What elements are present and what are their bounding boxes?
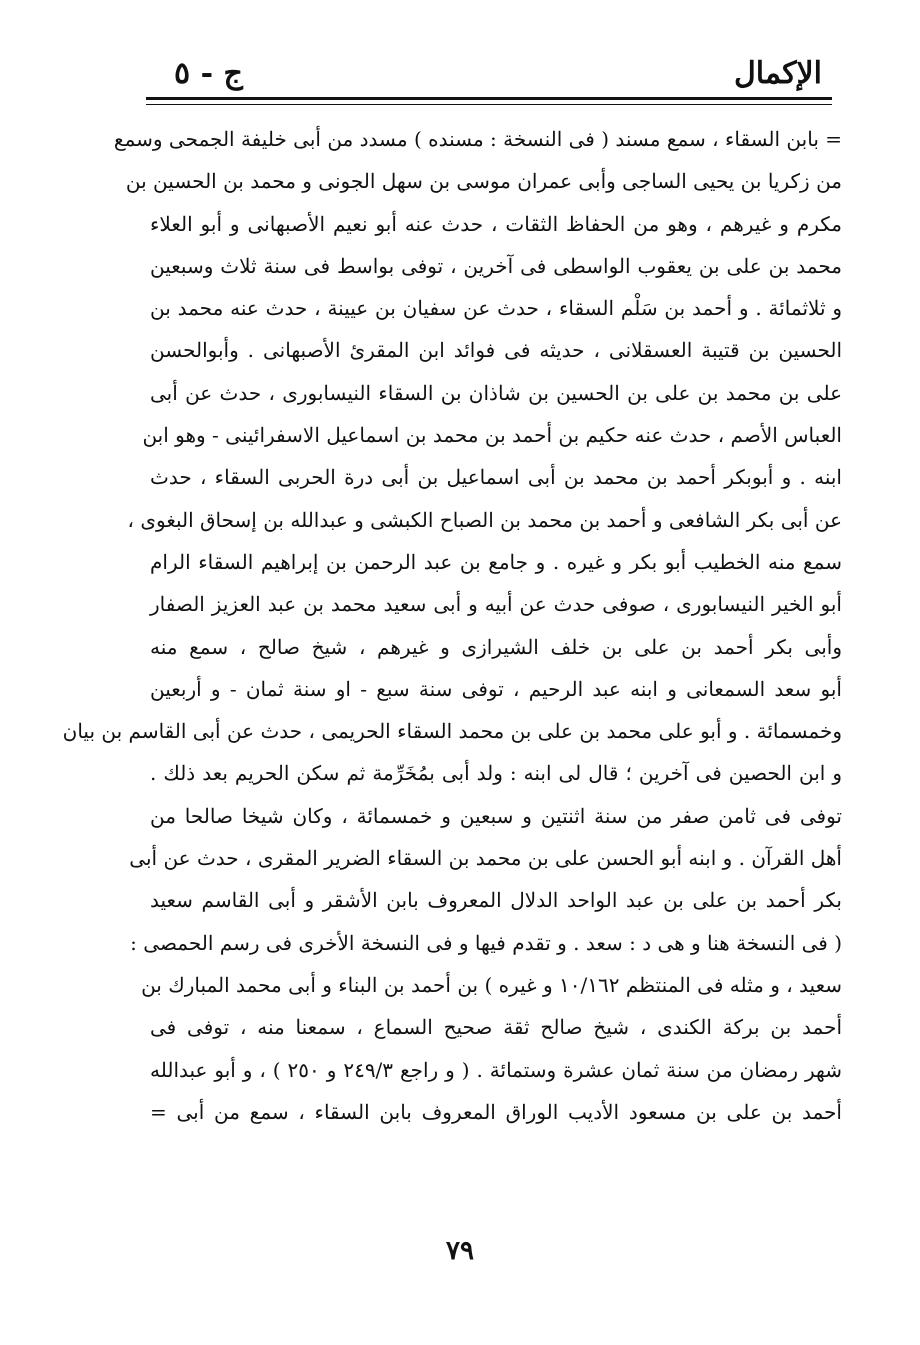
text-line: عن أبى بكر الشافعى و أحمد بن محمد بن الصباح الكبشى و عبدالله بن إسحاق البغوى ، xyxy=(127,507,842,532)
text-line: العباس الأصم ، حدث عنه حكيم بن أحمد بن محمد بن اسماعيل الاسفرائينى - وهو ابن xyxy=(142,423,842,448)
text-line: شهر رمضان من سنة ثمان عشرة وستمائة . ( و راجع ٢٤٩/٣ و ٢٥٠ ) ، و أبو عبدالله xyxy=(150,1057,843,1082)
text-line: بكر أحمد بن على بن عبد الواحد الدلال المعروف بابن الأشقر و أبى القاسم سعيد xyxy=(150,888,842,913)
text-line: على بن محمد بن على بن الحسين بن شاذان بن السقاء النيسابورى ، حدث عن أبى xyxy=(150,380,842,405)
text-line: مكرم و غيرهم ، وهو من الحفاظ الثقات ، حدث عنه أبو نعيم الأصبهانى و أبو العلاء xyxy=(150,211,842,236)
text-line: وأبى بكر أحمد بن على بن خلف الشيرازى و غيرهم ، شيخ صالح ، سمع منه xyxy=(150,634,842,659)
text-line: و ثلاثمائة . و أحمد بن سَلْم السقاء ، حدث عن سفيان بن عيينة ، حدث عنه محمد بن xyxy=(150,296,842,321)
volume-label: ج - ٥ xyxy=(174,56,243,91)
text-line: أبو الخير النيسابورى ، صوفى حدث عن أبيه و أبى سعيد محمد بن عبد العزيز الصفار xyxy=(150,592,842,617)
text-line: = بابن السقاء ، سمع مسند ( فى النسخة : مسنده ) مسدد من أبى خليفة الجمحى وسمع xyxy=(113,127,842,151)
page-number: ٧٩ xyxy=(446,1236,474,1266)
text-line: ابنه . و أبوبكر أحمد بن محمد بن أبى اسماعيل بن أبى درة الحربى السقاء ، حدث xyxy=(150,465,842,490)
body-text xyxy=(62,118,843,1133)
text-line: أحمد بن على بن مسعود الأديب الوراق المعروف بابن السقاء ، سمع من أبى = xyxy=(150,1099,842,1124)
text-line: ( فى النسخة هنا و هى د : سعد . و تقدم فيها و فى النسخة الأخرى فى رسم الحمصى : xyxy=(130,930,842,955)
header-rule xyxy=(146,97,832,100)
text-line: الحسين بن قتيبة العسقلانى ، حديثه فى فوائد ابن المقرئ الأصبهانى . وأبوالحسن xyxy=(150,338,842,363)
running-header xyxy=(150,48,830,96)
text-line: أحمد بن بركة الكندى ، شيخ صالح ثقة صحيح السماع ، سمعنا منه ، توفى فى xyxy=(150,1015,842,1040)
text-line: وخمسمائة . و أبو على محمد بن على بن محمد السقاء الحريمى ، حدث عن أبى القاسم بن بيان xyxy=(62,719,842,744)
text-line: محمد بن على بن يعقوب الواسطى فى آخرين ، توفى بواسط فى سنة ثلاث وسبعين xyxy=(150,253,842,278)
text-line: توفى فى ثامن صفر من سنة اثنتين و سبعين و خمسمائة ، وكان شيخا صالحا من xyxy=(150,803,842,828)
header-rule-thin xyxy=(146,104,832,105)
book-title: الإكمال xyxy=(733,56,822,91)
text-line: أهل القرآن . و ابنه أبو الحسن على بن محمد بن السقاء الضرير المقرى ، حدث عن أبى xyxy=(129,846,842,871)
text-line: سعيد ، و مثله فى المنتظم ١٠/١٦٢ و غيره ) بن أحمد بن البناء و أبى محمد المبارك بن xyxy=(141,972,842,997)
text-line: و ابن الحصين فى آخرين ؛ قال لى ابنه : ولد أبى بمُخَرِّمة ثم سكن الحريم بعد ذلك . xyxy=(150,761,842,786)
text-line: أبو سعد السمعانى و ابنه عبد الرحيم ، توفى سنة سبع - او سنة ثمان - و أربعين xyxy=(150,676,842,701)
text-line: من زكريا بن يحيى الساجى وأبى عمران موسى بن سهل الجونى و محمد بن الحسين بن xyxy=(125,169,842,194)
text-line: سمع منه الخطيب أبو بكر و غيره . و جامع بن عبد الرحمن بن إبراهيم السقاء الرام xyxy=(150,549,842,574)
